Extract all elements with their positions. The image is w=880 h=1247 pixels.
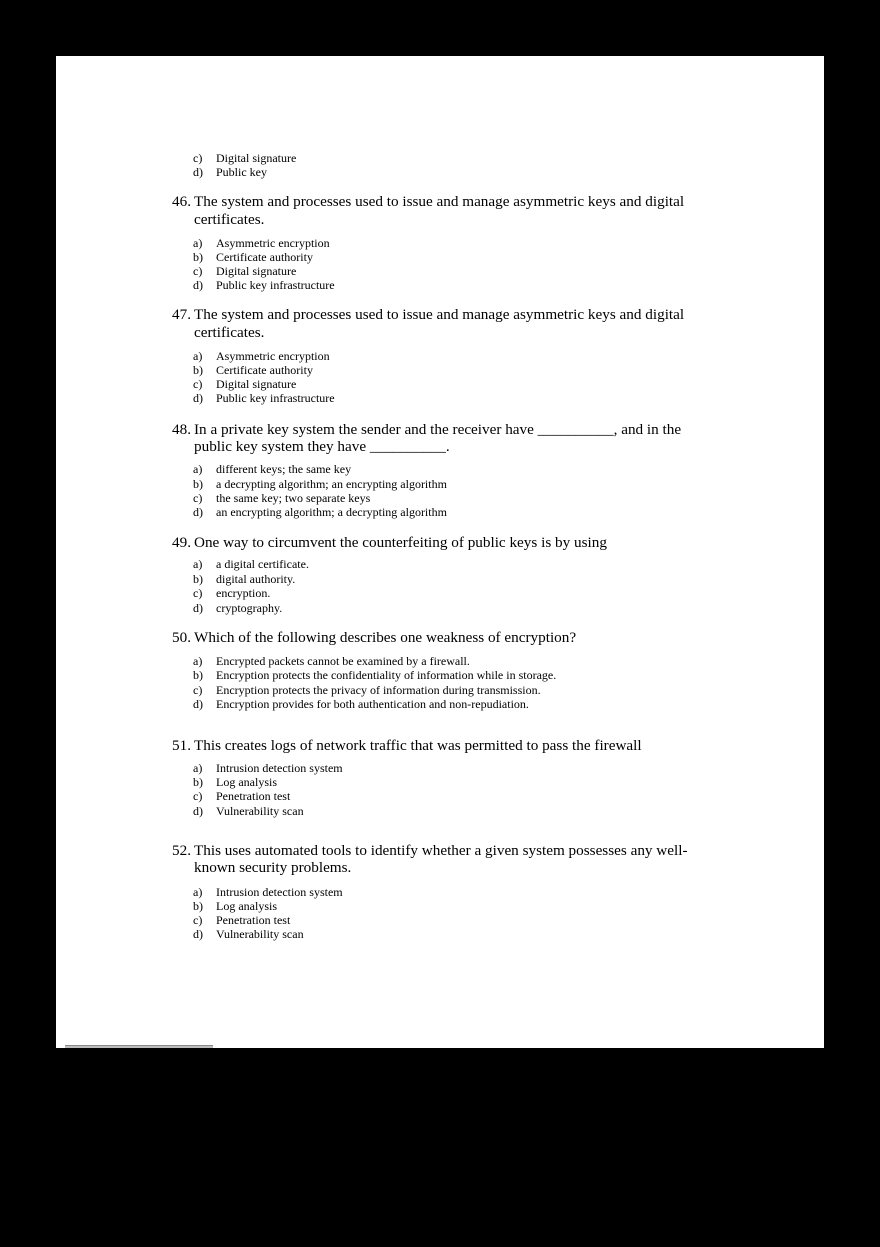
option-letter: c)	[193, 377, 203, 391]
option-text: Penetration test	[216, 789, 291, 803]
question-text-line: Which of the following describes one weakness of encryption?	[194, 629, 577, 646]
question-number: 47.	[172, 306, 191, 323]
footnote-divider	[65, 1045, 213, 1048]
question-text-line: One way to circumvent the counterfeiting of public keys is by using	[194, 534, 607, 551]
question-number: 46.	[172, 193, 191, 210]
option-text: encryption.	[216, 586, 271, 600]
option-text: Log analysis	[216, 899, 277, 913]
option-text: Digital signature	[216, 264, 297, 278]
option-letter: c)	[193, 264, 203, 278]
question-text-line: public key system they have __________.	[194, 438, 450, 455]
option-text: a decrypting algorithm; an encrypting algorithm	[216, 477, 447, 491]
option-text: Encryption protects the confidentiality of information while in storage.	[216, 668, 557, 682]
option-letter: d)	[193, 697, 203, 711]
question-text-line: certificates.	[194, 324, 265, 341]
option-text: Penetration test	[216, 913, 291, 927]
option-letter: a)	[193, 885, 203, 899]
option-letter: c)	[193, 683, 203, 697]
option-text: a digital certificate.	[216, 557, 309, 571]
option-text: cryptography.	[216, 601, 283, 615]
option-letter: b)	[193, 775, 203, 789]
option-letter: c)	[193, 913, 203, 927]
question-number: 52.	[172, 842, 191, 859]
option-letter: d)	[193, 927, 203, 941]
question-text-line: known security problems.	[194, 859, 352, 876]
option-letter: c)	[193, 151, 203, 165]
option-letter: d)	[193, 391, 203, 405]
option-text: Vulnerability scan	[216, 927, 304, 941]
option-letter: a)	[193, 236, 203, 250]
option-letter: b)	[193, 250, 203, 264]
question-number: 48.	[172, 421, 191, 438]
option-letter: b)	[193, 572, 203, 586]
option-letter: c)	[193, 586, 203, 600]
option-text: Certificate authority	[216, 250, 313, 264]
question-text-line: The system and processes used to issue and manage asymmetric keys and digital	[194, 193, 685, 210]
option-text: Intrusion detection system	[216, 885, 343, 899]
option-letter: b)	[193, 363, 203, 377]
option-text: Log analysis	[216, 775, 277, 789]
option-letter: b)	[193, 668, 203, 682]
question-text-line: This creates logs of network traffic that was permitted to pass the firewall	[194, 737, 642, 754]
option-letter: d)	[193, 278, 203, 292]
option-letter: a)	[193, 557, 203, 571]
option-text: an encrypting algorithm; a decrypting algorithm	[216, 505, 447, 519]
option-text: Public key infrastructure	[216, 278, 335, 292]
option-text: Public key infrastructure	[216, 391, 335, 405]
option-text: Public key	[216, 165, 267, 179]
option-letter: c)	[193, 491, 203, 505]
option-text: Digital signature	[216, 377, 297, 391]
option-letter: d)	[193, 505, 203, 519]
question-number: 51.	[172, 737, 191, 754]
option-text: Encryption protects the privacy of information during transmission.	[216, 683, 541, 697]
option-letter: d)	[193, 601, 203, 615]
option-letter: d)	[193, 804, 203, 818]
question-text-line: This uses automated tools to identify whether a given system possesses any well-	[194, 842, 688, 859]
option-text: Asymmetric encryption	[216, 236, 330, 250]
question-text-line: certificates.	[194, 211, 265, 228]
option-text: different keys; the same key	[216, 462, 352, 476]
option-text: Encrypted packets cannot be examined by a firewall.	[216, 654, 470, 668]
option-letter: b)	[193, 899, 203, 913]
question-number: 49.	[172, 534, 191, 551]
option-text: Vulnerability scan	[216, 804, 304, 818]
option-text: Certificate authority	[216, 363, 313, 377]
question-text-line: In a private key system the sender and the receiver have __________, and in the	[194, 421, 682, 438]
option-letter: a)	[193, 462, 203, 476]
option-letter: d)	[193, 165, 203, 179]
option-letter: a)	[193, 761, 203, 775]
question-number: 50.	[172, 629, 191, 646]
option-text: Asymmetric encryption	[216, 349, 330, 363]
option-text: the same key; two separate keys	[216, 491, 371, 505]
option-letter: c)	[193, 789, 203, 803]
document-page	[56, 56, 824, 1048]
option-text: digital authority.	[216, 572, 296, 586]
option-text: Intrusion detection system	[216, 761, 343, 775]
option-letter: a)	[193, 654, 203, 668]
option-text: Digital signature	[216, 151, 297, 165]
option-text: Encryption provides for both authentication and non-repudiation.	[216, 697, 529, 711]
option-letter: b)	[193, 477, 203, 491]
option-letter: a)	[193, 349, 203, 363]
question-text-line: The system and processes used to issue and manage asymmetric keys and digital	[194, 306, 685, 323]
